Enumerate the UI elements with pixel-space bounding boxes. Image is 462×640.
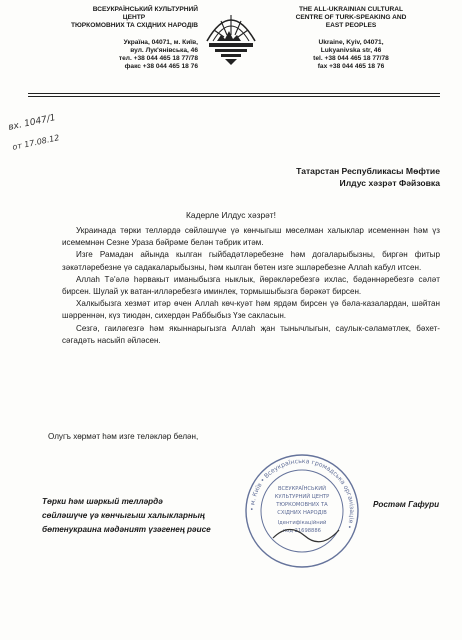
stamp-text-6: код 21698886: [283, 528, 321, 534]
stamp-text-1: ВСЕУКРАЇНСЬКИЙ: [277, 486, 327, 492]
letter-body: [62, 225, 440, 347]
recipient-name: Илдус хәзрәт Фәйзовка: [339, 178, 440, 188]
stamp-text-4: СХІДНИХ НАРОДІВ: [277, 510, 327, 516]
signatory-title-line3: бөтенукраина мәдәният үзәгенең рәисе: [42, 525, 211, 534]
org-name-en-line2: CENTRE OF TURK-SPEAKING AND: [295, 14, 407, 22]
stamp-text-2: КУЛЬТУРНИЙ ЦЕНТР: [274, 494, 330, 500]
address-en-line1: Ukraine, Kyiv, 04071,: [318, 38, 384, 46]
header-right-block: [262, 6, 440, 71]
phone-uk: тел. +38 044 465 18 77/78: [118, 55, 198, 63]
header-divider-top: [28, 93, 440, 94]
org-name-uk-line2: ЦЕНТР: [122, 14, 146, 22]
address-uk-line2: вул. Лук'янівська, 46: [130, 46, 198, 54]
handwritten-date: от 17.08.12: [11, 133, 61, 152]
org-name-uk-line3: ТЮРКОМОВНИХ ТА СХІДНИХ НАРОДІВ: [70, 22, 198, 30]
phone-en: tel. +38 044 465 18 77/78: [313, 55, 389, 63]
header-left-block: [30, 6, 198, 71]
fax-en: fax +38 044 465 18 76: [317, 63, 385, 71]
fax-uk: факс +38 044 465 18 76: [124, 63, 198, 71]
signatory-name: Ростәм Гафури: [373, 500, 440, 509]
paragraph: Сезгә, гаиләгезгә һәм якыннарыгызга Аллаһ җан тынычлыгын, саулык-сәламәтлек, бәхет-сәгадәть насыйп әйләсен.: [62, 323, 440, 345]
address-uk-line1: Україна, 04071, м. Київ,: [123, 38, 198, 46]
recipient-block: [250, 165, 440, 189]
signatory-title-line1: Төрки һәм шәркый телләрдә: [42, 497, 163, 506]
recipient-title: Татарстан Республикасы Мөфтие: [296, 166, 440, 176]
closing-line: Олугъ хөрмәт һәм изге теләкләр белән,: [48, 432, 199, 441]
org-name-en-line3: EAST PEOPLES: [325, 22, 377, 30]
paragraph: Украинада төрки телләрдә сөйләшүче үә көнчыгыш мөселман халыклар исеменнән һәм үз исемемнән Сезне Ураза бәйрәме белән тәбрик итәм.: [62, 226, 440, 248]
salutation: Кадерле Илдус хәзрәт!: [186, 210, 276, 220]
stamp-text-5: Ідентифікаційний: [277, 520, 327, 526]
stamp-ring-text: • м. Київ • Всеукраїнська громадська організація •: [248, 457, 356, 530]
signatory-title: [42, 495, 211, 537]
header-divider-bottom: [28, 96, 440, 97]
signatory-title-line2: сөйләшүче үә көнчыгыш халыкларның: [42, 511, 205, 520]
organization-logo-icon: [203, 5, 259, 67]
official-stamp: [243, 452, 361, 570]
stamp-text-3: ТЮРКОМОВНИХ ТА: [276, 502, 328, 508]
paragraph: Изге Рамадан айында кылган гыйбадәтләребезне һәм догаларыбызны, биргән фитыр зәкәтләребезне үә садакаларыбызны, һәм кылган бөтен изге эшләребезне Аллаһ кабул итсен.: [62, 250, 440, 272]
handwritten-ref-number: вх. 1047/1: [7, 113, 57, 133]
org-name-uk-line1: ВСЕУКРАЇНСЬКИЙ КУЛЬТУРНИЙ: [92, 6, 198, 13]
paragraph: Аллаһ Тә'әлә һәрвакыт иманыбызга ныклык, йөрәкләребезгә ихлас, бәдәннәребезгә сәләт бирсен. Шулай ук ватан-илләребезгә иминлек, тормышыбызга бәрәкәт бирсен.: [62, 274, 440, 297]
org-name-en-line1: THE ALL-UKRAINIAN CULTURAL: [298, 6, 404, 13]
address-en-line2: Lukyanivska str, 46: [320, 46, 382, 54]
paragraph: Халкыбызга хезмәт итәр өчен Аллаһ көч-куәт һәм ярдәм бирсен үә бәла-казалардан, шәйтан шәрреннән, күз тиюдән, сихердән Раббыбыз Үзе сакласын.: [62, 299, 440, 321]
